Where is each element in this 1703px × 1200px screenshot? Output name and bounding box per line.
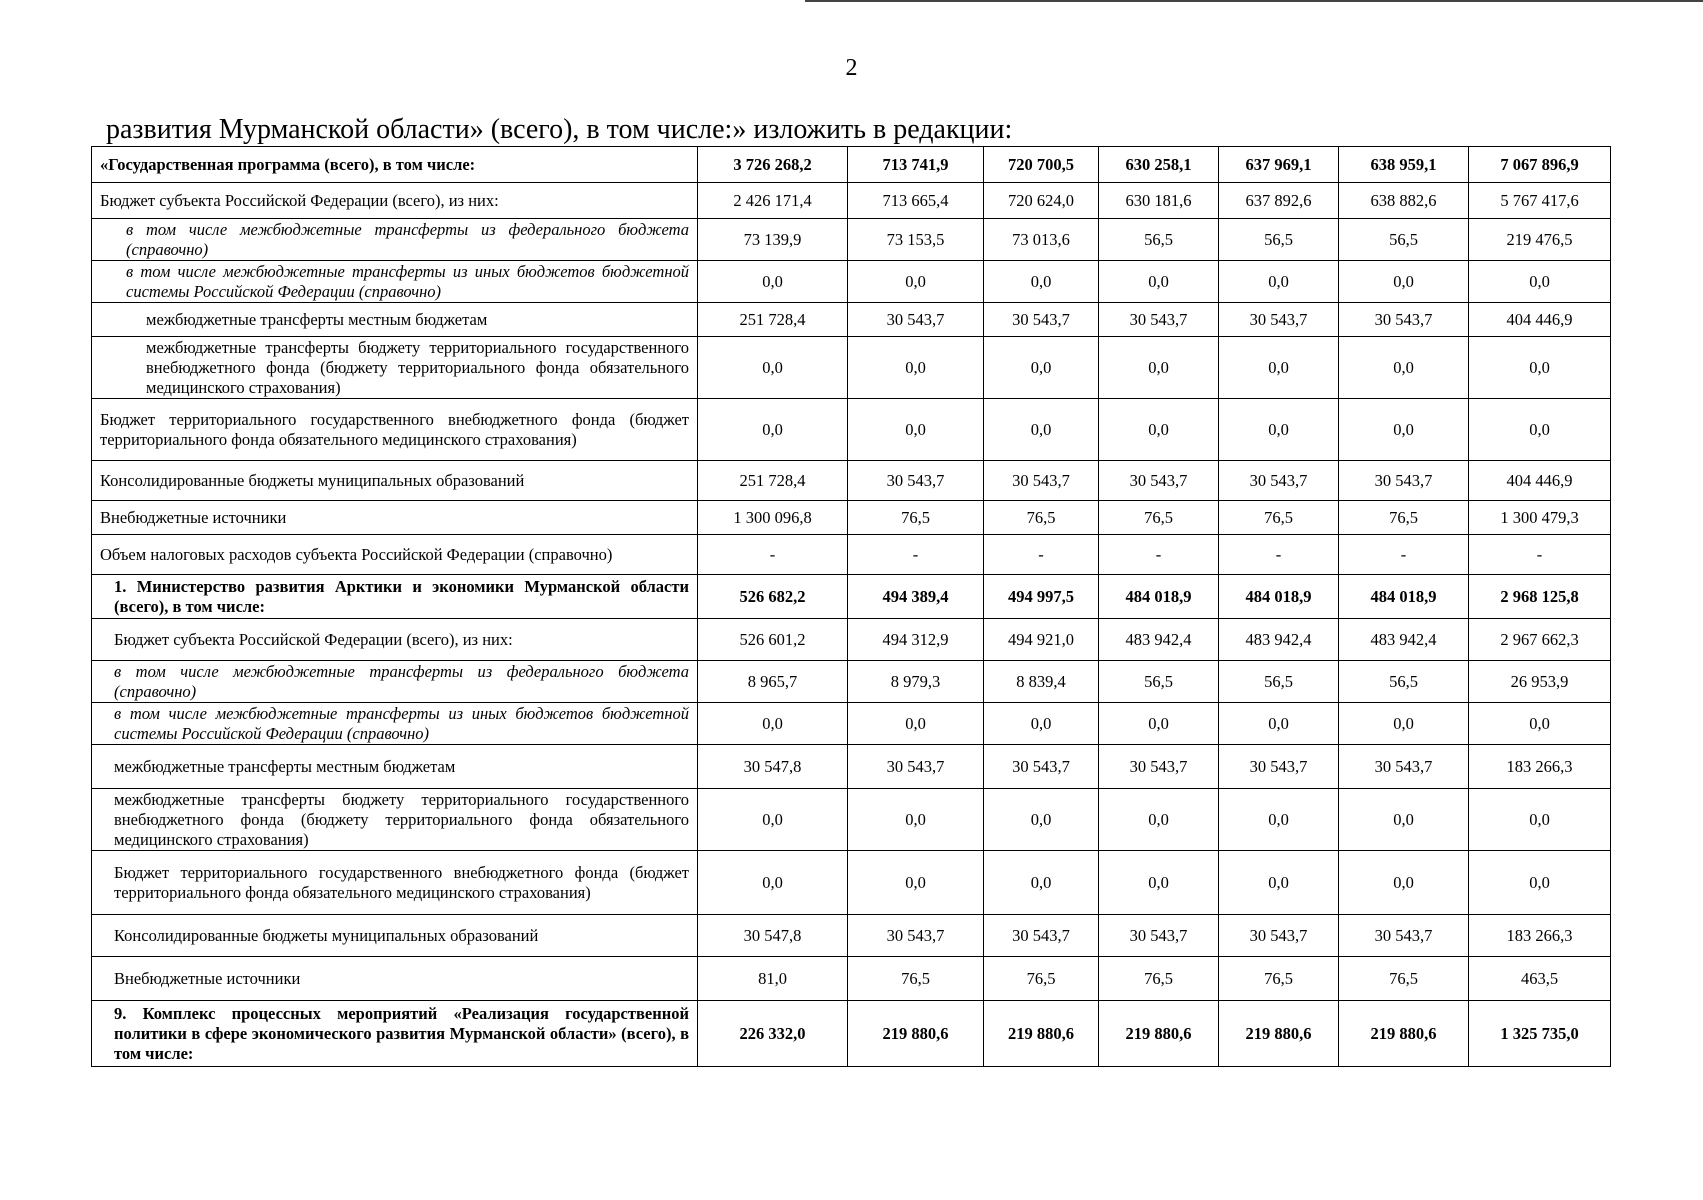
- table-row: [92, 661, 1611, 703]
- value-cell: 56,5: [1219, 219, 1339, 261]
- value-cell: 638 959,1: [1339, 147, 1469, 183]
- value-cell: 0,0: [1339, 789, 1469, 851]
- value-cell: 0,0: [848, 703, 984, 745]
- row-label: Внебюджетные источники: [92, 957, 698, 1001]
- row-label: Бюджет территориального государственного внебюджетного фонда (бюджет территориального фонда обязательного медицинского страхования): [92, 399, 698, 461]
- row-label: межбюджетные трансферты бюджету территориального государственного внебюджетного фонда (бюджету территориального фонда обязательного медицинского страхования): [92, 789, 698, 851]
- value-cell: 30 543,7: [1219, 745, 1339, 789]
- value-cell: 0,0: [1339, 851, 1469, 915]
- value-cell: 713 741,9: [848, 147, 984, 183]
- value-cell: 484 018,9: [1219, 575, 1339, 619]
- value-total: 0,0: [1469, 399, 1611, 461]
- table-row: [92, 915, 1611, 957]
- value-cell: 56,5: [1099, 661, 1219, 703]
- value-cell: 630 258,1: [1099, 147, 1219, 183]
- table-row: [92, 619, 1611, 661]
- row-label: Объем налоговых расходов субъекта Российской Федерации (справочно): [92, 535, 698, 575]
- value-total: 26 953,9: [1469, 661, 1611, 703]
- row-label: межбюджетные трансферты местным бюджетам: [92, 303, 698, 337]
- value-total: 5 767 417,6: [1469, 183, 1611, 219]
- value-cell: 526 601,2: [698, 619, 848, 661]
- value-cell: -: [848, 535, 984, 575]
- row-label: Консолидированные бюджеты муниципальных образований: [92, 461, 698, 501]
- value-cell: 0,0: [1339, 261, 1469, 303]
- value-cell: 219 880,6: [1219, 1001, 1339, 1067]
- value-total: 183 266,3: [1469, 915, 1611, 957]
- value-total: 1 300 479,3: [1469, 501, 1611, 535]
- value-cell: 219 880,6: [1099, 1001, 1219, 1067]
- row-label: Внебюджетные источники: [92, 501, 698, 535]
- row-label: Бюджет субъекта Российской Федерации (всего), из них:: [92, 619, 698, 661]
- table-row: [92, 337, 1611, 399]
- value-cell: 30 543,7: [848, 303, 984, 337]
- value-cell: 0,0: [1099, 261, 1219, 303]
- row-label: Консолидированные бюджеты муниципальных образований: [92, 915, 698, 957]
- table-row: [92, 399, 1611, 461]
- row-label: в том числе межбюджетные трансферты из федерального бюджета (справочно): [92, 661, 698, 703]
- value-total: -: [1469, 535, 1611, 575]
- table-row: [92, 703, 1611, 745]
- value-cell: 0,0: [1099, 789, 1219, 851]
- value-cell: 30 543,7: [848, 461, 984, 501]
- value-cell: 30 543,7: [1219, 303, 1339, 337]
- value-cell: 30 543,7: [1099, 303, 1219, 337]
- value-total: 2 968 125,8: [1469, 575, 1611, 619]
- table-row: [92, 1001, 1611, 1067]
- page-number: 2: [845, 55, 858, 81]
- value-cell: 76,5: [984, 501, 1099, 535]
- value-cell: -: [1339, 535, 1469, 575]
- table-body: [92, 147, 1611, 1067]
- value-cell: 483 942,4: [1099, 619, 1219, 661]
- table-row: [92, 461, 1611, 501]
- value-cell: 30 543,7: [1339, 745, 1469, 789]
- value-cell: -: [984, 535, 1099, 575]
- value-cell: 0,0: [1219, 789, 1339, 851]
- value-cell: 30 543,7: [1339, 915, 1469, 957]
- row-label: 1. Министерство развития Арктики и экономики Мурманской области (всего), в том числе:: [92, 575, 698, 619]
- value-cell: 0,0: [698, 399, 848, 461]
- row-label: 9. Комплекс процессных мероприятий «Реализация государственной политики в сфере экономического развития Мурманской области» (всего), в том числе:: [92, 1001, 698, 1067]
- value-cell: 30 543,7: [1219, 461, 1339, 501]
- value-cell: 0,0: [984, 337, 1099, 399]
- value-cell: 0,0: [698, 703, 848, 745]
- value-cell: 76,5: [848, 957, 984, 1001]
- value-cell: 73 139,9: [698, 219, 848, 261]
- value-cell: 226 332,0: [698, 1001, 848, 1067]
- value-total: 183 266,3: [1469, 745, 1611, 789]
- value-cell: 0,0: [698, 851, 848, 915]
- value-total: 0,0: [1469, 703, 1611, 745]
- value-cell: 494 312,9: [848, 619, 984, 661]
- value-cell: 0,0: [984, 399, 1099, 461]
- value-cell: 8 839,4: [984, 661, 1099, 703]
- value-cell: 494 389,4: [848, 575, 984, 619]
- value-cell: 0,0: [984, 851, 1099, 915]
- value-cell: 0,0: [848, 261, 984, 303]
- table-row: [92, 501, 1611, 535]
- value-cell: 30 543,7: [848, 915, 984, 957]
- intro-text: развития Мурманской области» (всего), в том числе:» изложить в редакции:: [106, 114, 1013, 145]
- value-cell: 56,5: [1219, 661, 1339, 703]
- value-cell: 1 300 096,8: [698, 501, 848, 535]
- table-row: [92, 219, 1611, 261]
- table-row: [92, 303, 1611, 337]
- value-total: 0,0: [1469, 337, 1611, 399]
- value-total: 219 476,5: [1469, 219, 1611, 261]
- value-cell: 0,0: [698, 261, 848, 303]
- value-total: 0,0: [1469, 261, 1611, 303]
- row-label: Бюджет субъекта Российской Федерации (всего), из них:: [92, 183, 698, 219]
- value-total: 0,0: [1469, 789, 1611, 851]
- table-row: [92, 851, 1611, 915]
- value-cell: 0,0: [1219, 337, 1339, 399]
- table-row: [92, 183, 1611, 219]
- value-cell: -: [1099, 535, 1219, 575]
- value-cell: 76,5: [1099, 957, 1219, 1001]
- value-cell: 81,0: [698, 957, 848, 1001]
- value-total: 0,0: [1469, 851, 1611, 915]
- value-cell: 494 997,5: [984, 575, 1099, 619]
- value-cell: 0,0: [848, 851, 984, 915]
- value-cell: 0,0: [1099, 851, 1219, 915]
- value-cell: 251 728,4: [698, 461, 848, 501]
- value-cell: 484 018,9: [1339, 575, 1469, 619]
- row-label: в том числе межбюджетные трансферты из иных бюджетов бюджетной системы Российской Федерации (справочно): [92, 703, 698, 745]
- value-cell: -: [1219, 535, 1339, 575]
- value-cell: 638 882,6: [1339, 183, 1469, 219]
- scan-edge-line: [805, 0, 1703, 2]
- budget-table: [91, 146, 1611, 1067]
- value-cell: 483 942,4: [1339, 619, 1469, 661]
- value-cell: 0,0: [1099, 337, 1219, 399]
- value-cell: 30 547,8: [698, 745, 848, 789]
- value-cell: 0,0: [848, 337, 984, 399]
- table-row: [92, 535, 1611, 575]
- table-row: [92, 261, 1611, 303]
- value-cell: 720 624,0: [984, 183, 1099, 219]
- value-total: 7 067 896,9: [1469, 147, 1611, 183]
- value-total: 463,5: [1469, 957, 1611, 1001]
- value-cell: 30 543,7: [1099, 915, 1219, 957]
- value-cell: 0,0: [698, 789, 848, 851]
- value-cell: 56,5: [1339, 661, 1469, 703]
- value-cell: 0,0: [984, 789, 1099, 851]
- value-cell: 30 543,7: [1099, 745, 1219, 789]
- value-cell: 630 181,6: [1099, 183, 1219, 219]
- value-cell: 720 700,5: [984, 147, 1099, 183]
- row-label: в том числе межбюджетные трансферты из иных бюджетов бюджетной системы Российской Федерации (справочно): [92, 261, 698, 303]
- value-cell: 637 892,6: [1219, 183, 1339, 219]
- value-cell: 483 942,4: [1219, 619, 1339, 661]
- value-total: 404 446,9: [1469, 303, 1611, 337]
- value-cell: 0,0: [848, 789, 984, 851]
- value-cell: 76,5: [984, 957, 1099, 1001]
- value-cell: 56,5: [1099, 219, 1219, 261]
- value-cell: 30 543,7: [984, 461, 1099, 501]
- value-total: 2 967 662,3: [1469, 619, 1611, 661]
- value-cell: 30 543,7: [984, 303, 1099, 337]
- value-cell: 8 965,7: [698, 661, 848, 703]
- value-cell: 713 665,4: [848, 183, 984, 219]
- value-cell: 76,5: [1219, 957, 1339, 1001]
- value-cell: 76,5: [848, 501, 984, 535]
- value-cell: 30 543,7: [1339, 303, 1469, 337]
- value-cell: 0,0: [1339, 703, 1469, 745]
- value-cell: 76,5: [1099, 501, 1219, 535]
- value-cell: 30 543,7: [1219, 915, 1339, 957]
- row-label: Бюджет территориального государственного внебюджетного фонда (бюджет территориального фонда обязательного медицинского страхования): [92, 851, 698, 915]
- value-cell: 0,0: [698, 337, 848, 399]
- table-row: [92, 147, 1611, 183]
- value-cell: 76,5: [1219, 501, 1339, 535]
- value-cell: 76,5: [1339, 501, 1469, 535]
- row-label: межбюджетные трансферты местным бюджетам: [92, 745, 698, 789]
- value-cell: 219 880,6: [1339, 1001, 1469, 1067]
- value-cell: 3 726 268,2: [698, 147, 848, 183]
- value-cell: 0,0: [1219, 261, 1339, 303]
- table-row: [92, 745, 1611, 789]
- value-cell: 0,0: [1219, 399, 1339, 461]
- value-cell: 0,0: [984, 261, 1099, 303]
- value-cell: 8 979,3: [848, 661, 984, 703]
- table-row: [92, 957, 1611, 1001]
- row-label: в том числе межбюджетные трансферты из федерального бюджета (справочно): [92, 219, 698, 261]
- value-cell: 0,0: [848, 399, 984, 461]
- value-cell: 251 728,4: [698, 303, 848, 337]
- value-cell: 30 547,8: [698, 915, 848, 957]
- value-total: 404 446,9: [1469, 461, 1611, 501]
- table-row: [92, 789, 1611, 851]
- value-cell: 2 426 171,4: [698, 183, 848, 219]
- value-cell: 30 543,7: [984, 745, 1099, 789]
- value-cell: 30 543,7: [984, 915, 1099, 957]
- value-cell: 484 018,9: [1099, 575, 1219, 619]
- row-label: межбюджетные трансферты бюджету территориального государственного внебюджетного фонда (бюджету территориального фонда обязательного медицинского страхования): [92, 337, 698, 399]
- value-cell: 0,0: [1099, 399, 1219, 461]
- value-cell: 219 880,6: [848, 1001, 984, 1067]
- value-cell: 0,0: [1219, 851, 1339, 915]
- value-cell: 0,0: [1339, 399, 1469, 461]
- value-cell: 0,0: [1339, 337, 1469, 399]
- value-cell: 73 153,5: [848, 219, 984, 261]
- value-cell: 73 013,6: [984, 219, 1099, 261]
- value-cell: 30 543,7: [1099, 461, 1219, 501]
- value-cell: 526 682,2: [698, 575, 848, 619]
- value-cell: 56,5: [1339, 219, 1469, 261]
- value-cell: 219 880,6: [984, 1001, 1099, 1067]
- value-cell: 30 543,7: [848, 745, 984, 789]
- value-cell: 494 921,0: [984, 619, 1099, 661]
- value-cell: 0,0: [984, 703, 1099, 745]
- value-cell: 30 543,7: [1339, 461, 1469, 501]
- value-cell: -: [698, 535, 848, 575]
- row-label: «Государственная программа (всего), в том числе:: [92, 147, 698, 183]
- value-cell: 76,5: [1339, 957, 1469, 1001]
- value-cell: 0,0: [1219, 703, 1339, 745]
- value-cell: 637 969,1: [1219, 147, 1339, 183]
- value-total: 1 325 735,0: [1469, 1001, 1611, 1067]
- table-row: [92, 575, 1611, 619]
- value-cell: 0,0: [1099, 703, 1219, 745]
